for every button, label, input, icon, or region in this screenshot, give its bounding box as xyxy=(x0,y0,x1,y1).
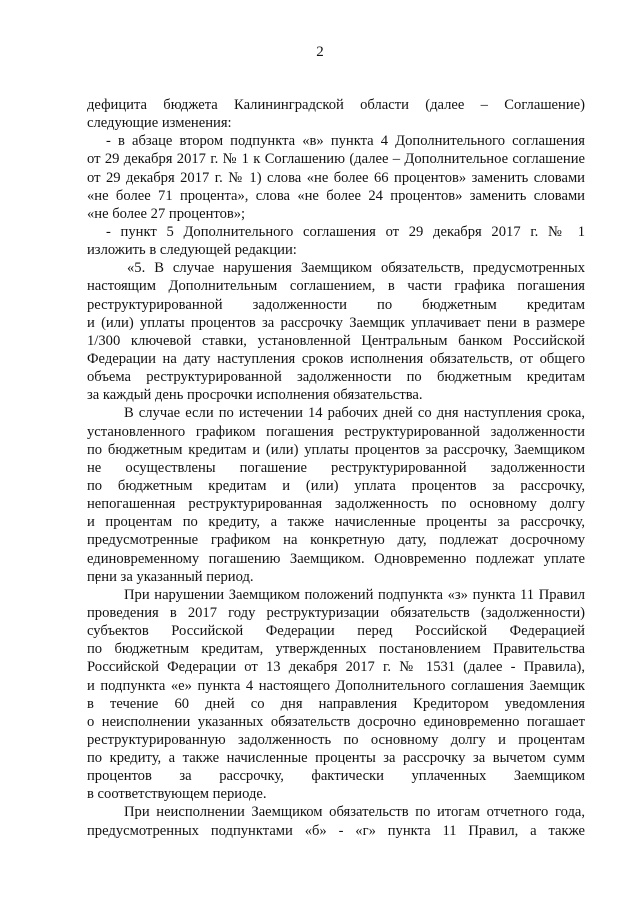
text-line: Федерации на дату наступления сроков исполнения обязательств, от общего xyxy=(87,350,585,367)
text-line: дефицита бюджета Калининградской области (далее – Соглашение) xyxy=(87,97,585,113)
text-line: по бюджетным кредитам, утвержденных постановлением Правительства xyxy=(87,641,585,658)
text-line: - пункт 5 Дополнительного соглашения от 29 декабря 2017 г. № 1 xyxy=(106,223,585,240)
text-line: объема реструктурированной задолженности по бюджетным кредитам xyxy=(87,369,585,386)
text-line: - в абзаце втором подпункта «в» пункта 4 Дополнительного соглашения xyxy=(106,133,585,150)
text-line: в течение 60 дней со дня направления Кредитором уведомления xyxy=(87,695,585,712)
text-line: При неисполнении Заемщиком обязательств по итогам отчетного года, xyxy=(124,804,585,821)
text-line: пени за указанный период. xyxy=(87,568,254,585)
text-line: и процентам по кредиту, а также начисленные проценты за рассрочку, xyxy=(87,514,585,531)
text-line: процентов за рассрочку, фактически уплаченных Заемщиком xyxy=(87,768,585,785)
text-line: предусмотренные графиком на конкретную дату, подлежат досрочному xyxy=(87,532,585,549)
text-line: предусмотренных подпунктами «б» - «г» пункта 11 Правил, а также xyxy=(87,822,585,839)
text-line: и подпункта «е» пункта 4 настоящего Дополнительного соглашения Заемщик xyxy=(87,677,585,694)
text-line: проведения в 2017 году реструктуризации обязательств (задолженности) xyxy=(87,604,585,621)
text-line: по бюджетным кредитам и (или) уплата процентов за рассрочку, xyxy=(87,477,585,494)
text-line: непогашенная реструктурированная задолженность по основному долгу xyxy=(87,496,585,513)
text-line: установленного графиком погашения реструктурированной задолженности xyxy=(87,423,585,440)
text-line: реструктурированной задолженности по бюджетным кредитам xyxy=(87,296,585,313)
text-line: настоящим Дополнительным соглашением, в части графика погашения xyxy=(87,278,585,295)
text-line: по кредиту, а также начисленные проценты за рассрочку за вычетом сумм xyxy=(87,750,585,767)
page-number: 2 xyxy=(316,44,324,60)
text-line: не осуществлены погашение реструктурированной задолженности xyxy=(87,459,585,476)
text-line: В случае если по истечении 14 рабочих дней со дня наступления срока, xyxy=(124,405,585,422)
text-line: о неисполнении указанных обязательств досрочно единовременно погашает xyxy=(87,713,585,730)
text-line: от 29 декабря 2017 г. № 1 к Соглашению (далее – Дополнительное соглашение xyxy=(87,151,585,168)
text-line: в соответствующем периоде. xyxy=(87,786,267,803)
text-line: субъектов Российской Федерации перед Российской Федерацией xyxy=(87,623,585,640)
text-line: «не более 71 процента», слова «не более 24 процентов» заменить словами xyxy=(87,187,585,204)
text-line: реструктурированную задолженность по основному долгу и процентам xyxy=(87,731,585,748)
text-line: следующие изменения: xyxy=(87,115,232,132)
text-line: и (или) уплаты процентов за рассрочку Заемщик уплачивает пени в размере xyxy=(87,314,585,331)
text-line: 1/300 ключевой ставки, установленной Центральным банком Российской xyxy=(87,332,585,349)
text-line: единовременному погашению Заемщиком. Одновременно подлежат уплате xyxy=(87,550,585,567)
text-line: по бюджетным кредитам и (или) уплаты процентов за рассрочку, Заемщиком xyxy=(87,441,585,458)
document-body xyxy=(87,96,585,840)
text-line: за каждый день просрочки исполнения обязательства. xyxy=(87,387,423,404)
text-line: При нарушении Заемщиком положений подпункта «з» пункта 11 Правил xyxy=(124,586,585,603)
text-line: «5. В случае нарушения Заемщиком обязательств, предусмотренных xyxy=(127,260,585,277)
text-line: изложить в следующей редакции: xyxy=(87,242,297,259)
text-line: от 29 декабря 2017 г. № 1) слова «не более 66 процентов» заменить словами xyxy=(87,169,585,186)
text-line: «не более 27 процентов»; xyxy=(87,205,246,222)
text-line: Российской Федерации от 13 декабря 2017 г. № 1531 (далее - Правила), xyxy=(87,659,585,676)
